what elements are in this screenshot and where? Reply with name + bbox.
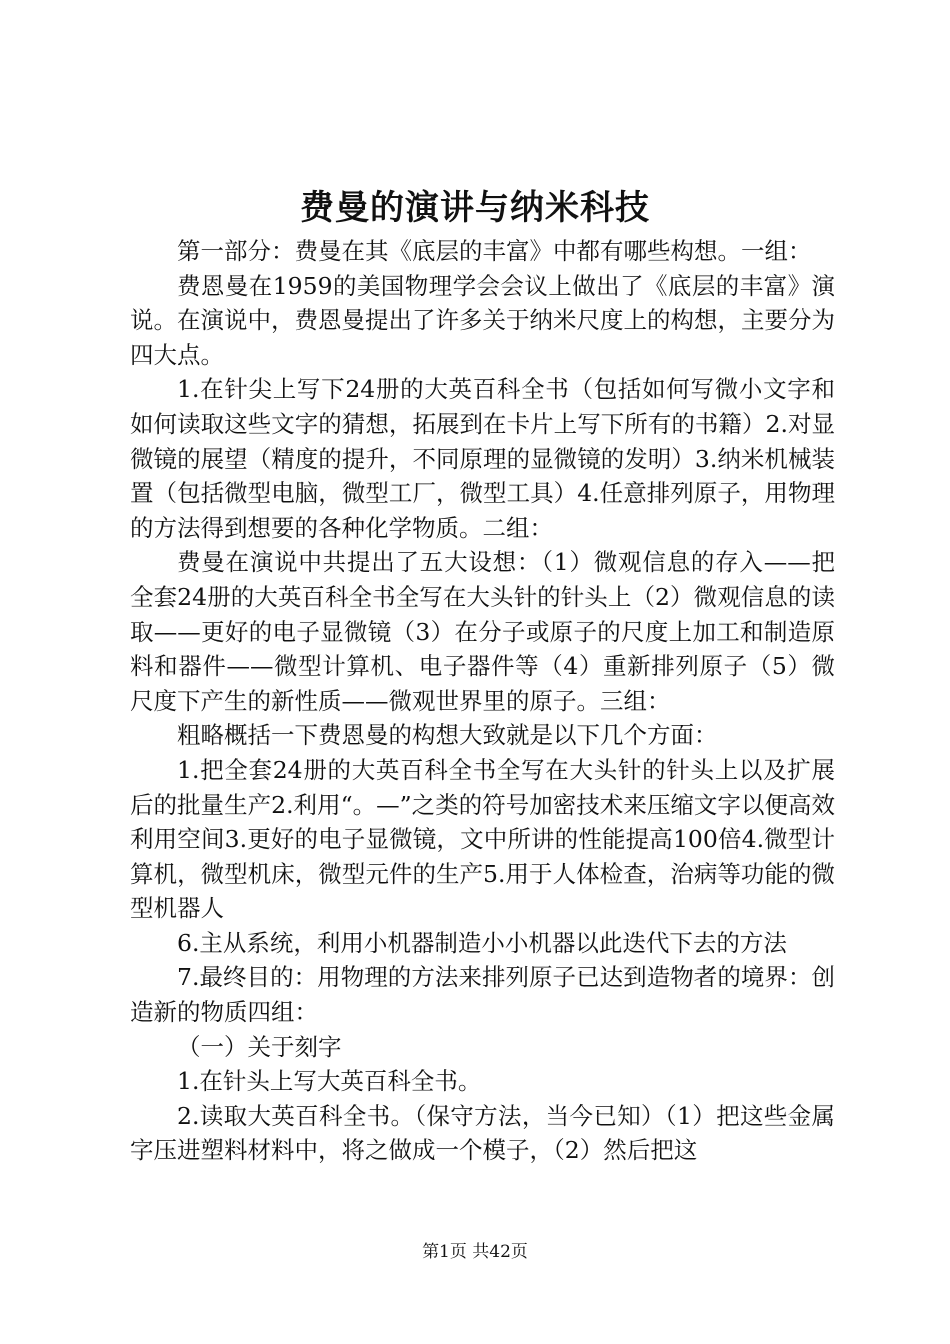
- paragraph: 2.读取大英百科全书。（保守方法，当今已知）（1）把这些金属字压进塑料材料中，将之做成一个模子，（2）然后把这: [130, 1101, 835, 1165]
- paragraph: 费恩曼在1959的美国物理学会会议上做出了《底层的丰富》演说。在演说中，费恩曼提出了许多关于纳米尺度上的构想，主要分为四大点。: [130, 271, 835, 369]
- paragraph: 1.在针尖上写下24册的大英百科全书（包括如何写微小文字和如何读取这些文字的猜想，拓展到在卡片上写下所有的书籍）2.对显微镜的展望（精度的提升，不同原理的显微镜的发明）3.纳米机械装置（包括微型电脑，微型工厂，微型工具）4.任意排列原子，用物理的方法得到想要的各种化学物质。二组：: [130, 375, 835, 542]
- paragraph: 7.最终目的：用物理的方法来排列原子已达到造物者的境界：创造新的物质四组：: [130, 963, 835, 1027]
- paragraph: 粗略概括一下费恩曼的构想大致就是以下几个方面：: [177, 721, 718, 750]
- paragraph: 1.把全套24册的大英百科全书全写在大头针的针头上以及扩展后的批量生产2.利用“。—”之类的符号加密技术来压缩文字以便高效利用空间3.更好的电子显微镜，文中所讲的性能提高100倍4.微型计算机，微型机床，微型元件的生产5.用于人体检查，治病等功能的微型机器人: [130, 755, 835, 923]
- page-footer: 第1页 共42页: [422, 1242, 528, 1262]
- paragraph: 6.主从系统，利用小机器制造小小机器以此迭代下去的方法: [177, 928, 787, 957]
- paragraph: 1.在针头上写大英百科全书。: [177, 1067, 482, 1096]
- document-title: 费曼的演讲与纳米科技: [300, 188, 650, 228]
- paragraph: 第一部分：费曼在其《底层的丰富》中都有哪些构想。一组：: [177, 237, 812, 265]
- paragraph: 费曼在演说中共提出了五大设想：（1）微观信息的存入——把全套24册的大英百科全书全写在大头针的针头上（2）微观信息的读取——更好的电子显微镜（3）在分子或原子的尺度上加工和制造原料和器件——微型计算机、电子器件等（4）重新排列原子（5）微尺度下产生的新性质——微观世界里的原子。三组：: [130, 548, 835, 715]
- paragraph: （一）关于刻字: [177, 1032, 342, 1061]
- document-body: [130, 234, 835, 1168]
